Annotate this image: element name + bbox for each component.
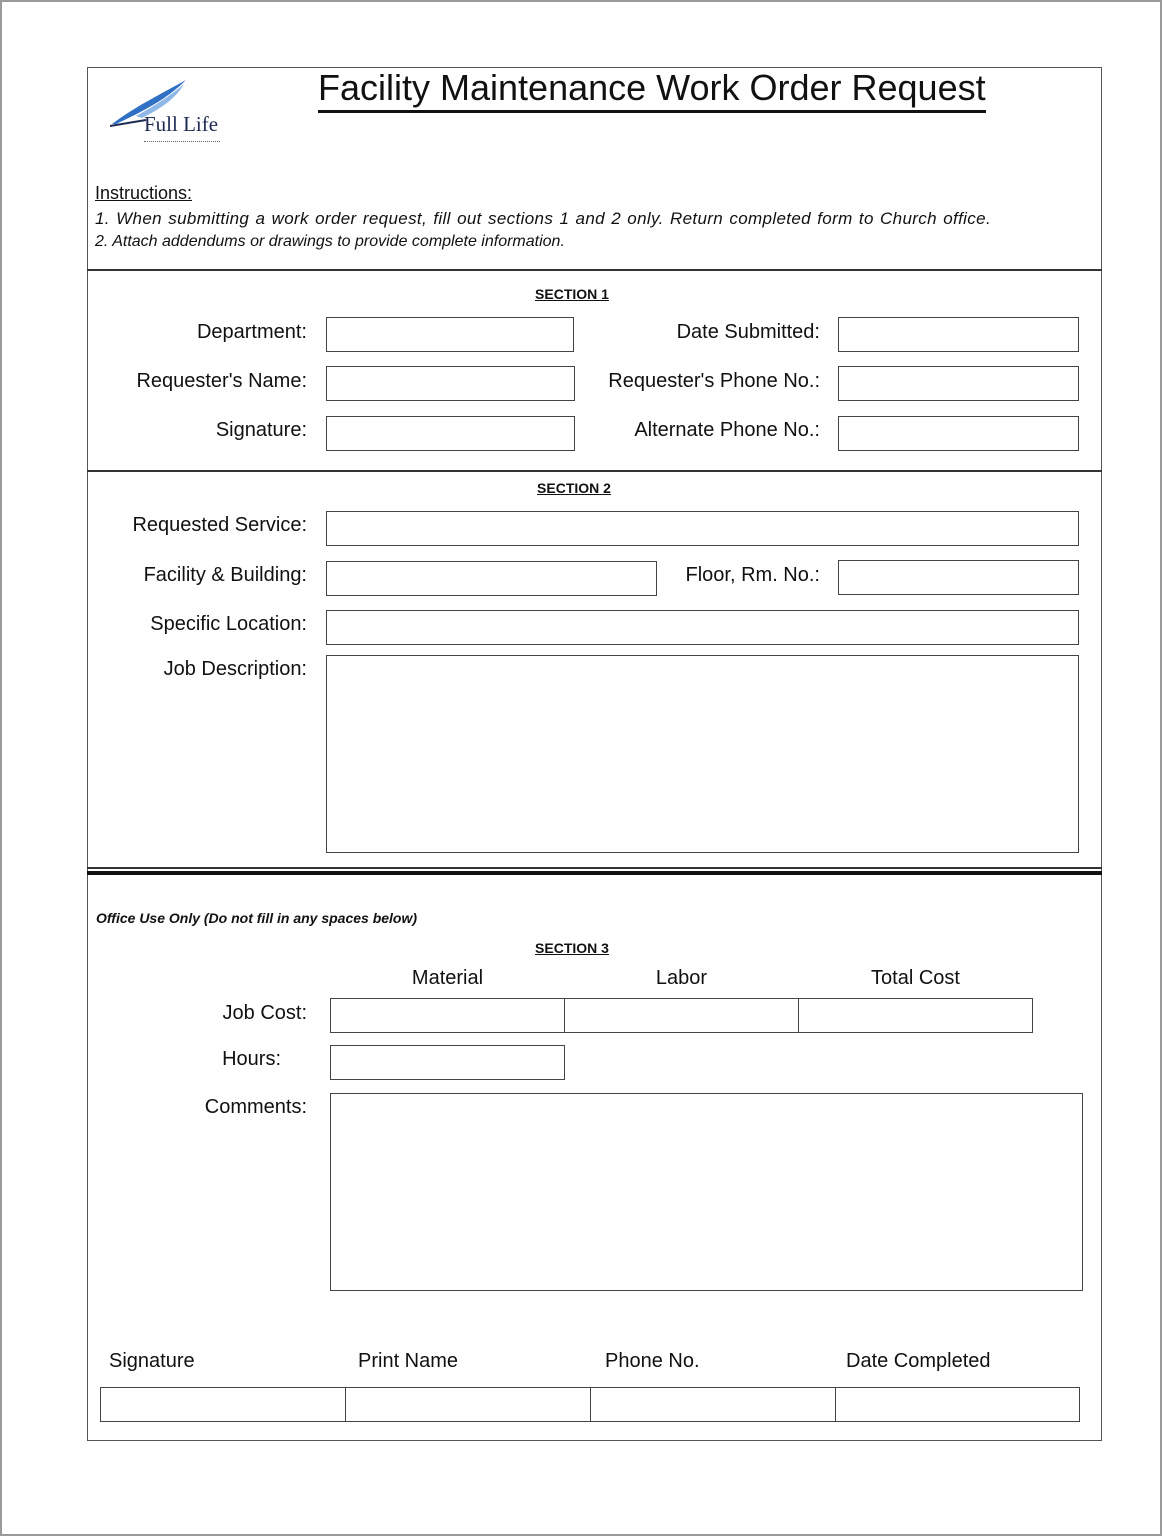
job-description-label: Job Description: [163, 658, 307, 680]
church-logo [106, 76, 224, 156]
material-column-label: Material [411, 967, 484, 989]
requester-phone-label: Requester's Phone No.: [608, 370, 820, 392]
labor-cost-field[interactable] [564, 998, 799, 1033]
signature-label: Signature: [215, 419, 307, 441]
logo-subtitle-decoration [144, 134, 220, 142]
signoff-date-completed-field[interactable] [835, 1387, 1080, 1422]
requested-service-field[interactable] [326, 511, 1079, 546]
instructions-heading: Instructions: [95, 183, 193, 203]
section-3-heading: SECTION 3 [535, 940, 609, 956]
department-field[interactable] [326, 317, 574, 352]
logo-text: Full Life [144, 112, 219, 136]
total-cost-column-label: Total Cost [871, 967, 960, 989]
facility-building-field[interactable] [326, 561, 657, 596]
comments-label: Comments: [204, 1096, 307, 1118]
signoff-date-completed-label: Date Completed [846, 1350, 991, 1372]
comments-field[interactable] [330, 1093, 1083, 1291]
floor-room-label: Floor, Rm. No.: [685, 564, 820, 586]
job-cost-label: Job Cost: [222, 1002, 307, 1024]
instruction-line-2: 2. Attach addendums or drawings to provide complete information. [95, 233, 565, 250]
total-cost-field[interactable] [798, 998, 1033, 1033]
date-submitted-field[interactable] [838, 317, 1079, 352]
alternate-phone-field[interactable] [838, 416, 1079, 451]
section-2-heading: SECTION 2 [537, 480, 611, 496]
floor-room-field[interactable] [838, 560, 1079, 595]
divider-line [87, 470, 1102, 472]
requester-phone-field[interactable] [838, 366, 1079, 401]
signature-field[interactable] [326, 416, 575, 451]
instruction-line-1: 1. When submitting a work order request, fill out sections 1 and 2 only. Return completed form to Church office. [95, 209, 992, 228]
department-label: Department: [196, 321, 307, 343]
alternate-phone-label: Alternate Phone No.: [634, 419, 820, 441]
requester-name-label: Requester's Name: [136, 370, 307, 392]
requested-service-label: Requested Service: [132, 514, 307, 536]
specific-location-label: Specific Location: [150, 613, 307, 635]
job-description-field[interactable] [326, 655, 1079, 853]
requester-name-field[interactable] [326, 366, 575, 401]
facility-building-label: Facility & Building: [143, 564, 307, 586]
signoff-print-name-field[interactable] [345, 1387, 591, 1422]
page-title: Facility Maintenance Work Order Request [318, 68, 986, 113]
signoff-print-name-label: Print Name [358, 1350, 459, 1372]
hours-field[interactable] [330, 1045, 565, 1080]
thick-divider-line [87, 871, 1102, 875]
signoff-signature-field[interactable] [100, 1387, 346, 1422]
divider-line [87, 867, 1102, 869]
labor-column-label: Labor [655, 967, 708, 989]
divider-line [87, 269, 1102, 271]
material-cost-field[interactable] [330, 998, 565, 1033]
signoff-signature-label: Signature [109, 1350, 195, 1372]
hours-label: Hours: [222, 1048, 281, 1070]
signoff-phone-field[interactable] [590, 1387, 836, 1422]
date-submitted-label: Date Submitted: [676, 321, 820, 343]
office-use-note: Office Use Only (Do not fill in any spaces below) [96, 910, 418, 926]
signoff-phone-label: Phone No. [605, 1350, 700, 1372]
specific-location-field[interactable] [326, 610, 1079, 645]
section-1-heading: SECTION 1 [535, 286, 609, 302]
